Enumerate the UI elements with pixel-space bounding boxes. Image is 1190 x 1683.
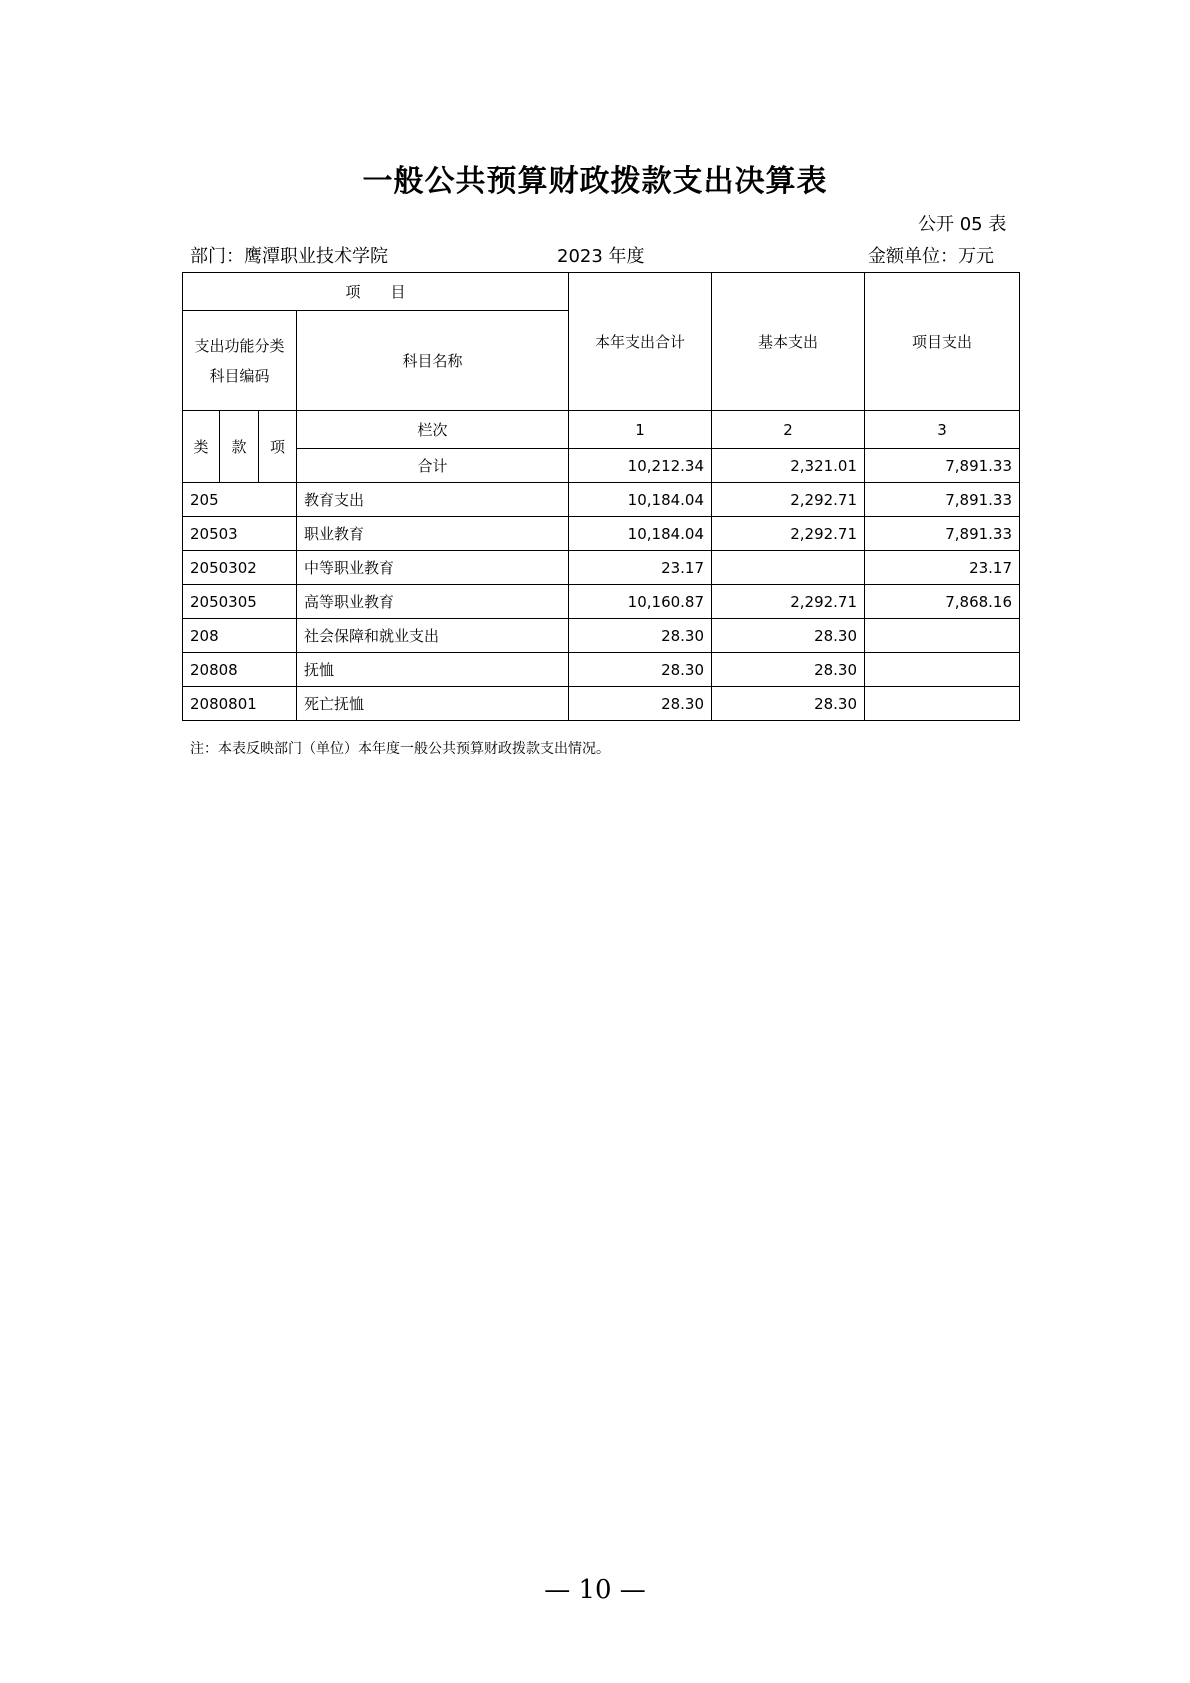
fiscal-year-label: 2023 年度 <box>557 246 645 267</box>
row-name: 中等职业教育 <box>297 551 569 585</box>
table-row <box>183 619 1020 653</box>
header-item: 项 目 <box>183 273 569 311</box>
row-code: 2050302 <box>183 551 297 585</box>
total-project: 7,891.33 <box>865 449 1020 483</box>
row-basic: 2,292.71 <box>712 517 865 551</box>
header-subject-name: 科目名称 <box>297 311 569 411</box>
row-code: 20503 <box>183 517 297 551</box>
row-code: 20808 <box>183 653 297 687</box>
header-func-code: 支出功能分类科目编码 <box>183 311 297 411</box>
header-row-column-index <box>183 411 1020 449</box>
header-col-1: 1 <box>569 411 712 449</box>
table-row <box>183 585 1020 619</box>
table-row <box>183 653 1020 687</box>
page-title: 一般公共预算财政拨款支出决算表 <box>362 164 828 199</box>
header-row-item <box>183 273 1020 311</box>
row-name: 高等职业教育 <box>297 585 569 619</box>
total-row <box>183 449 1020 483</box>
row-basic: 2,292.71 <box>712 585 865 619</box>
row-basic: 28.30 <box>712 687 865 721</box>
total-amount: 10,212.34 <box>569 449 712 483</box>
header-basic: 基本支出 <box>712 273 865 411</box>
table-row <box>183 687 1020 721</box>
budget-table <box>182 272 1020 721</box>
form-number: 公开 05 表 <box>918 214 1007 235</box>
row-project <box>865 687 1020 721</box>
table-row <box>183 483 1020 517</box>
row-name: 教育支出 <box>297 483 569 517</box>
row-code: 2080801 <box>183 687 297 721</box>
row-project: 7,891.33 <box>865 517 1020 551</box>
row-code: 208 <box>183 619 297 653</box>
header-kuan: 款 <box>220 411 259 483</box>
page-number: — 10 — <box>544 1575 646 1605</box>
row-code: 2050305 <box>183 585 297 619</box>
header-xiang: 项 <box>259 411 297 483</box>
header-lei: 类 <box>183 411 220 483</box>
department-label: 部门：鹰潭职业技术学院 <box>190 246 388 267</box>
row-basic: 28.30 <box>712 653 865 687</box>
total-basic: 2,321.01 <box>712 449 865 483</box>
row-total: 23.17 <box>569 551 712 585</box>
row-total: 10,184.04 <box>569 483 712 517</box>
row-basic: 28.30 <box>712 619 865 653</box>
total-label: 合计 <box>297 449 569 483</box>
row-name: 死亡抚恤 <box>297 687 569 721</box>
row-project: 7,868.16 <box>865 585 1020 619</box>
row-total: 28.30 <box>569 619 712 653</box>
header-column-label: 栏次 <box>297 411 569 449</box>
row-total: 10,160.87 <box>569 585 712 619</box>
amount-unit-label: 金额单位：万元 <box>868 246 994 267</box>
header-project: 项目支出 <box>865 273 1020 411</box>
row-basic <box>712 551 865 585</box>
row-name: 社会保障和就业支出 <box>297 619 569 653</box>
table-note: 注：本表反映部门（单位）本年度一般公共预算财政拨款支出情况。 <box>190 741 610 757</box>
row-name: 抚恤 <box>297 653 569 687</box>
row-total: 10,184.04 <box>569 517 712 551</box>
header-col-2: 2 <box>712 411 865 449</box>
header-col-3: 3 <box>865 411 1020 449</box>
row-project: 7,891.33 <box>865 483 1020 517</box>
row-project <box>865 619 1020 653</box>
table-row <box>183 551 1020 585</box>
row-total: 28.30 <box>569 687 712 721</box>
table-row <box>183 517 1020 551</box>
row-project <box>865 653 1020 687</box>
row-total: 28.30 <box>569 653 712 687</box>
row-project: 23.17 <box>865 551 1020 585</box>
header-total: 本年支出合计 <box>569 273 712 411</box>
row-name: 职业教育 <box>297 517 569 551</box>
row-code: 205 <box>183 483 297 517</box>
row-basic: 2,292.71 <box>712 483 865 517</box>
